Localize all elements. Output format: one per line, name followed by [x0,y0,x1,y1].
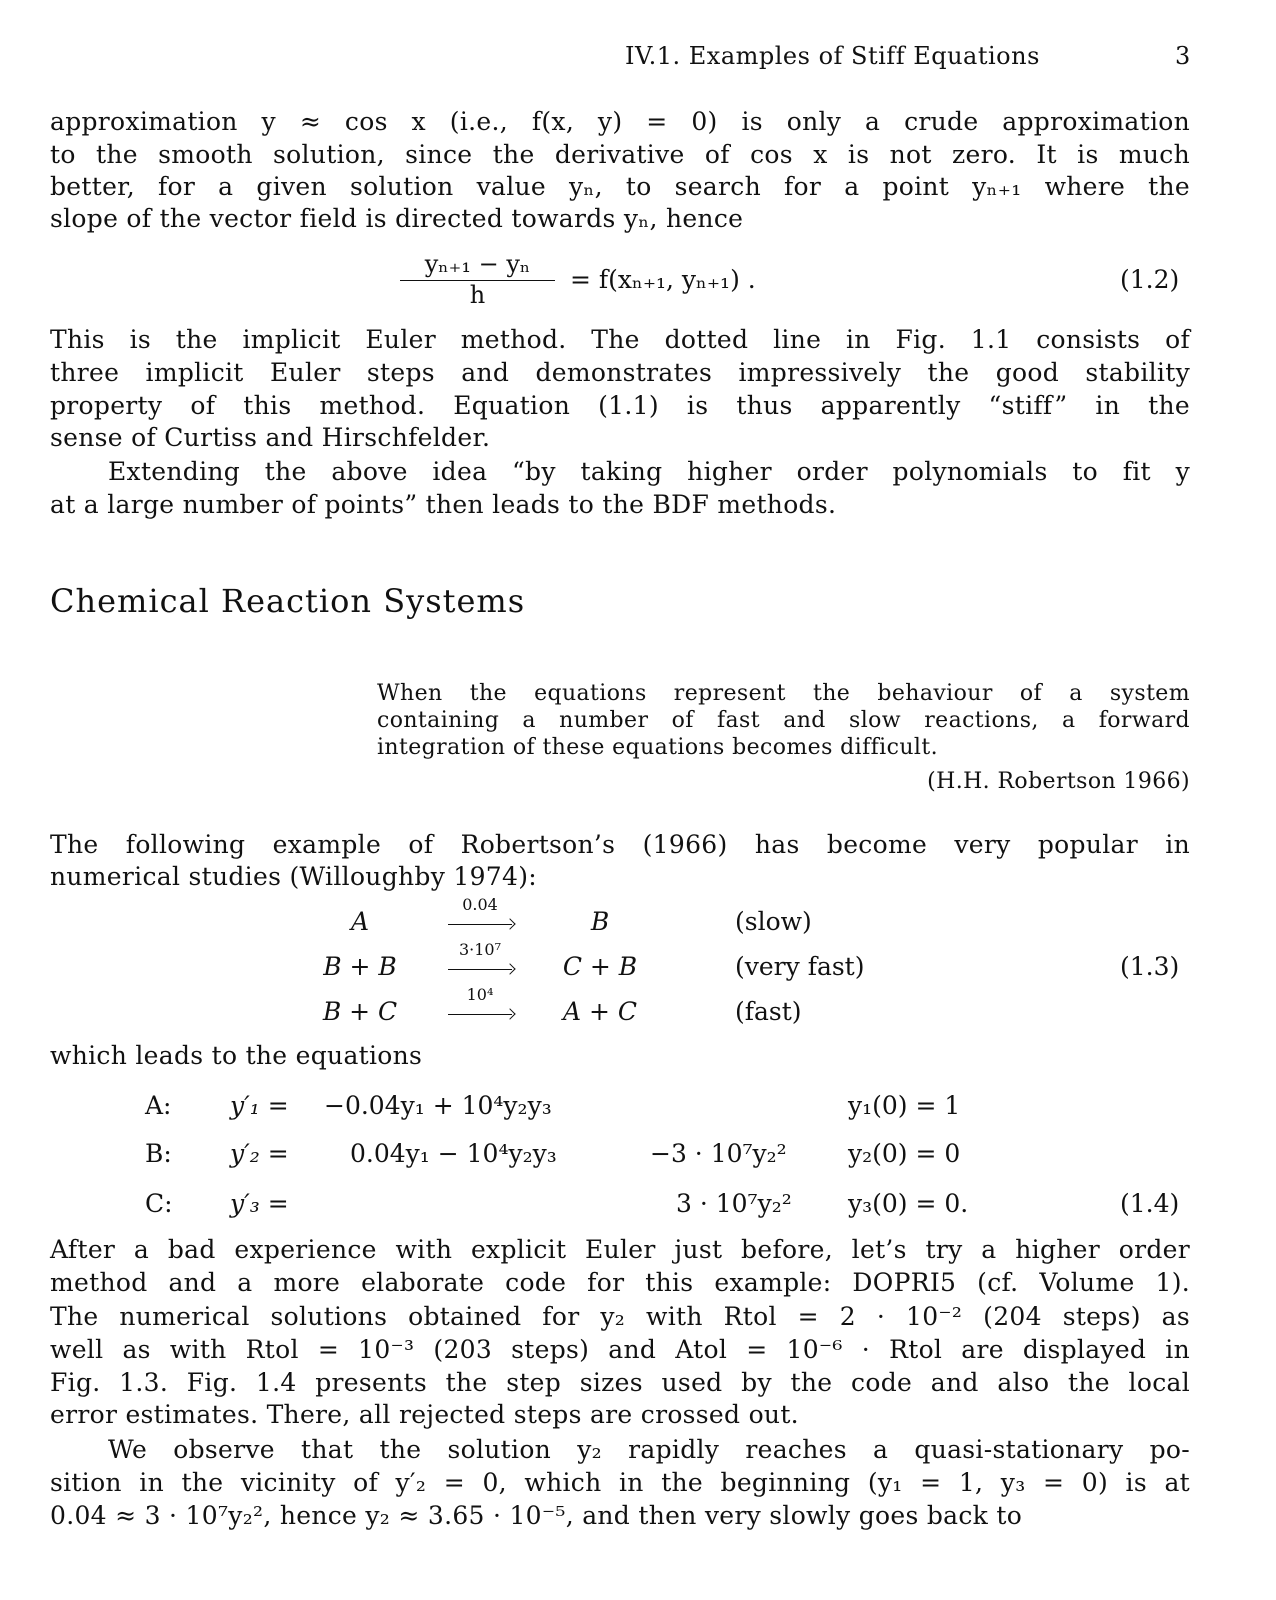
text-line: approximation y ≈ cos x (i.e., f(x, y) = 0) is only a crude approximation [50,107,1190,136]
reaction-rhs: C + B [562,952,638,981]
equation-extra-term: 3 · 10⁷y₂² [676,1189,792,1218]
equation-lhs: y′₃ = [230,1189,289,1218]
text-line: three implicit Euler steps and demonstrates impressively the good stability [50,358,1190,387]
equation-terms: 0.04y₁ − 10⁴y₂y₃ [350,1139,557,1168]
reaction-speed: (very fast) [735,952,865,981]
text-line: sition in the vicinity of y′₂ = 0, which in the beginning (y₁ = 1, y₃ = 0) is at [50,1468,1190,1497]
text-line: We observe that the solution y₂ rapidly reaches a quasi-stationary po- [108,1435,1190,1464]
epigraph-source: (H.H. Robertson 1966) [927,769,1190,794]
equation-1-2-label: (1.2) [1120,265,1180,294]
epigraph-line: integration of these equations becomes difficult. [377,735,938,760]
rate-constant: 10⁴ [466,985,494,1004]
reaction-rhs: A + C [562,997,638,1026]
running-title: IV.1. Examples of Stiff Equations [625,42,1040,70]
initial-condition: y₂(0) = 0 [848,1139,961,1168]
reaction-rhs: B [590,907,610,936]
text-line: to the smooth solution, since the derivative of cos x is not zero. It is much [50,140,1190,169]
epigraph-line: containing a number of fast and slow reactions, a forward [377,708,1190,733]
initial-condition: y₁(0) = 1 [848,1091,961,1120]
equation-1-2-fraction [400,250,555,309]
epigraph-line: When the equations represent the behaviour of a system [377,681,1190,706]
arrow-icon [448,969,512,970]
equation-name: C: [145,1189,173,1218]
equation-1-2-rhs: = f(xₙ₊₁, yₙ₊₁) . [570,265,756,294]
text-line: well as with Rtol = 10⁻³ (203 steps) and Atol = 10⁻⁶ · Rtol are displayed in [50,1335,1190,1364]
fraction-numerator: yₙ₊₁ − yₙ [400,250,555,281]
text-line: property of this method. Equation (1.1) is thus apparently “stiff” in the [50,391,1190,420]
text-line: slope of the vector field is directed towards yₙ, hence [50,204,744,233]
text-line: This is the implicit Euler method. The dotted line in Fig. 1.1 consists of [50,325,1190,354]
text-line: sense of Curtiss and Hirschfelder. [50,423,491,452]
equation-extra-term: −3 · 10⁷y₂² [650,1139,787,1168]
text-line: After a bad experience with explicit Euler just before, let’s try a higher order [50,1235,1190,1264]
text-line: at a large number of points” then leads to the BDF methods. [50,490,837,519]
text-line: Fig. 1.3. Fig. 1.4 presents the step sizes used by the code and also the local [50,1368,1190,1397]
text-line: error estimates. There, all rejected steps are crossed out. [50,1400,799,1429]
equation-lhs: y′₂ = [230,1139,289,1168]
reaction-lhs: B + C [322,997,398,1026]
text-line: method and a more elaborate code for this example: DOPRI5 (cf. Volume 1). [50,1268,1190,1297]
reaction-speed: (slow) [735,907,812,936]
initial-condition: y₃(0) = 0. [848,1189,969,1218]
equation-terms: −0.04y₁ + 10⁴y₂y₃ [324,1091,552,1120]
equation-1-3-label: (1.3) [1120,952,1180,981]
text-line: numerical studies (Willoughby 1974): [50,862,537,891]
text-line: 0.04 ≈ 3 · 10⁷y₂², hence y₂ ≈ 3.65 · 10⁻⁵, and then very slowly goes back to [50,1501,1023,1530]
equation-lhs: y′₁ = [230,1091,289,1120]
equation-1-4-label: (1.4) [1120,1189,1180,1218]
paragraph-5: which leads to the equations [50,1041,423,1070]
text-line: The numerical solutions obtained for y₂ with Rtol = 2 · 10⁻² (204 steps) as [50,1302,1190,1331]
reaction-lhs: B + B [323,952,397,981]
text-line: better, for a given solution value yₙ, to search for a point yₙ₊₁ where the [50,172,1190,201]
equation-name: B: [145,1139,172,1168]
arrow-icon [448,924,512,925]
rate-constant: 0.04 [462,895,498,914]
text-line: The following example of Robertson’s (1966) has become very popular in [50,830,1190,859]
fraction-denominator: h [469,281,486,309]
reaction-speed: (fast) [735,997,802,1026]
text-line: Extending the above idea “by taking higher order polynomials to fit y [108,457,1190,486]
equation-name: A: [145,1091,172,1120]
section-heading: Chemical Reaction Systems [50,582,526,620]
page-number: 3 [1175,42,1191,70]
arrow-icon [448,1014,512,1015]
rate-constant: 3·10⁷ [458,940,502,959]
reaction-lhs: A [350,907,370,936]
